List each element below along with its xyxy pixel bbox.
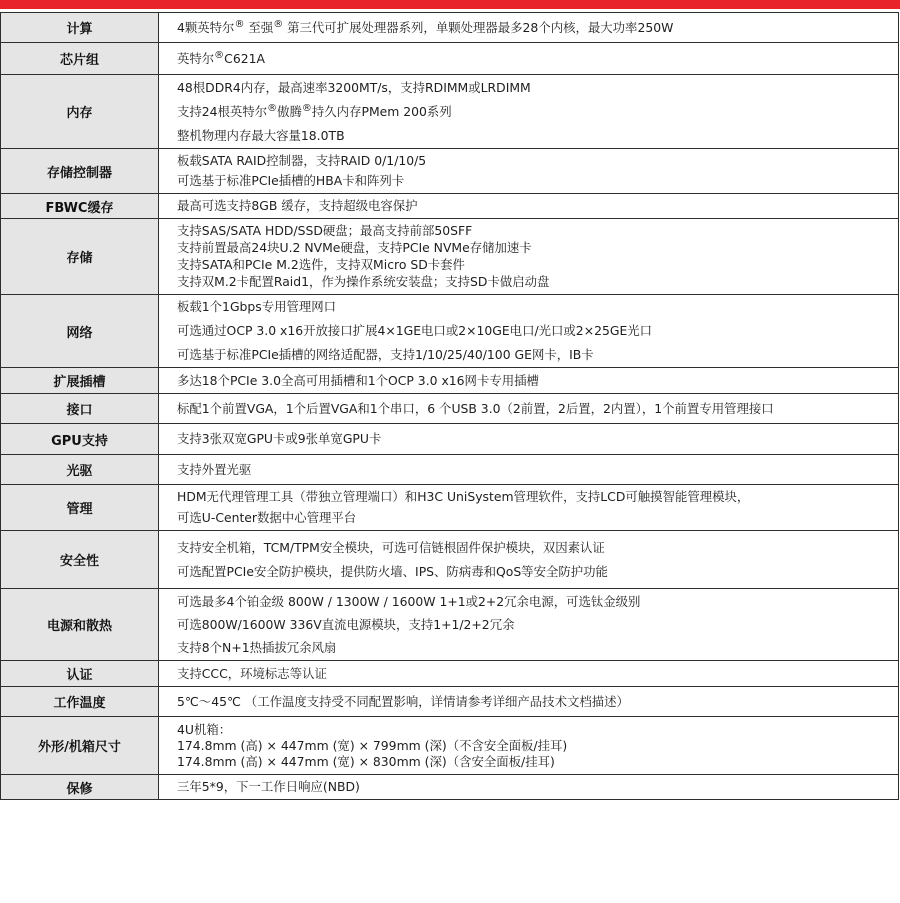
spec-value-line: 可选U-Center数据中心管理平台: [177, 510, 357, 525]
spec-label: 电源和散热: [1, 589, 159, 661]
spec-value-line: 最高可选支持8GB 缓存，支持超级电容保护: [177, 198, 418, 213]
spec-row-dimensions: [1, 717, 899, 775]
spec-label: 工作温度: [1, 687, 159, 717]
registered-mark: ®: [214, 49, 225, 61]
spec-value-line: 支持外置光驱: [177, 461, 252, 477]
spec-value-line: 可选基于标准PCIe插槽的网络适配器，支持1/10/25/40/100 GE网卡，IB卡: [177, 347, 594, 362]
spec-value-line: 标配1个前置VGA，1个后置VGA和1个串口，6 个USB 3.0（2前置，2后置，2内置），1个前置专用管理接口: [177, 400, 774, 416]
spec-value-line: 支持SAS/SATA HDD/SSD硬盘；最高支持前部50SFF: [177, 223, 473, 238]
spec-value: [159, 589, 899, 661]
registered-mark: ®: [267, 102, 278, 114]
spec-value-line: 支持前置最高24块U.2 NVMe硬盘，支持PCIe NVMe存储加速卡: [177, 240, 532, 255]
spec-table-body: [1, 13, 899, 800]
spec-label: GPU支持: [1, 424, 159, 455]
spec-value-line: 支持SATA和PCIe M.2选件，支持双Micro SD卡套件: [177, 257, 465, 272]
spec-value: [159, 295, 899, 368]
spec-value-line: 5℃～45℃ （工作温度支持受不同配置影响，详情请参考详细产品技术文档描述）: [177, 693, 629, 709]
registered-mark: ®: [234, 18, 245, 30]
spec-value-line: 可选配置PCIe安全防护模块，提供防火墙、IPS、防病毒和QoS等安全防护功能: [177, 563, 608, 579]
spec-value: [159, 194, 899, 219]
spec-row-interfaces: [1, 394, 899, 424]
spec-value-line: 英特尔®C621A: [177, 49, 265, 66]
spec-row-certification: [1, 661, 899, 687]
spec-value-line: 可选800W/1600W 336V直流电源模块，支持1+1/2+2冗余: [177, 616, 515, 632]
spec-label: 外形/机箱尺寸: [1, 717, 159, 775]
spec-label: 保修: [1, 775, 159, 800]
spec-label: 存储控制器: [1, 149, 159, 194]
spec-value-line: 174.8mm (高) × 447mm (宽) × 799mm (深)（不含安全面板/挂耳): [177, 737, 568, 753]
spec-value: [159, 149, 899, 194]
spec-value: [159, 775, 899, 800]
spec-row-storage-controller: [1, 149, 899, 194]
spec-label: 芯片组: [1, 43, 159, 75]
spec-label: 管理: [1, 485, 159, 531]
spec-value-line: 4U机箱：: [177, 721, 232, 737]
spec-value-line: 支持3张双宽GPU卡或9张单宽GPU卡: [177, 431, 382, 446]
spec-value-line: HDM无代理管理工具（带独立管理端口）和H3C UniSystem管理软件，支持LCD可触摸智能管理模块，: [177, 489, 750, 504]
spec-row-management: [1, 485, 899, 531]
spec-value-line: 可选最多4个铂金级 800W / 1300W / 1600W 1+1或2+2冗余电源，可选钛金级别: [177, 593, 641, 609]
spec-value-line: 整机物理内存最大容量18.0TB: [177, 127, 345, 143]
spec-row-operating-temperature: [1, 687, 899, 717]
spec-value-line: 多达18个PCIe 3.0全高可用插槽和1个OCP 3.0 x16网卡专用插槽: [177, 372, 539, 388]
spec-row-optical-drive: [1, 455, 899, 485]
spec-value: [159, 687, 899, 717]
spec-value: [159, 455, 899, 485]
spec-value-line: 48根DDR4内存，最高速率3200MT/s，支持RDIMM或LRDIMM: [177, 79, 531, 95]
spec-value: [159, 531, 899, 589]
spec-row-security: [1, 531, 899, 589]
spec-value: [159, 43, 899, 75]
spec-label: 计算: [1, 13, 159, 43]
spec-row-gpu-support: [1, 424, 899, 455]
spec-value: [159, 394, 899, 424]
spec-label: 接口: [1, 394, 159, 424]
spec-value-line: 支持8个N+1热插拔冗余风扇: [177, 639, 337, 655]
spec-value: [159, 717, 899, 775]
spec-row-memory: [1, 75, 899, 149]
spec-label: 认证: [1, 661, 159, 687]
spec-value: [159, 219, 899, 295]
spec-row-chipset: [1, 43, 899, 75]
spec-row-warranty: [1, 775, 899, 800]
spec-row-compute: [1, 13, 899, 43]
spec-label: 扩展插槽: [1, 368, 159, 394]
spec-value-line: 支持CCC，环境标志等认证: [177, 665, 327, 681]
spec-label: 安全性: [1, 531, 159, 589]
spec-label: 网络: [1, 295, 159, 368]
spec-value-line: 4颗英特尔® 至强® 第三代可扩展处理器系列，单颗处理器最多28个内核，最大功率250W: [177, 18, 674, 35]
spec-row-expansion-slots: [1, 368, 899, 394]
spec-value-line: 支持双M.2卡配置Raid1，作为操作系统安装盘；支持SD卡做启动盘: [177, 274, 550, 289]
spec-label: FBWC缓存: [1, 194, 159, 219]
registered-mark: ®: [273, 18, 284, 30]
spec-label: 光驱: [1, 455, 159, 485]
spec-value-line: 支持安全机箱，TCM/TPM安全模块，可选可信链根固件保护模块，双因素认证: [177, 539, 605, 555]
spec-value-line: 三年5*9，下一工作日响应(NBD): [177, 779, 360, 794]
spec-row-storage: [1, 219, 899, 295]
spec-value: [159, 75, 899, 149]
spec-value: [159, 485, 899, 531]
spec-value-line: 板载SATA RAID控制器，支持RAID 0/1/10/5: [177, 153, 427, 168]
registered-mark: ®: [301, 102, 312, 114]
spec-value: [159, 661, 899, 687]
spec-value-line: 可选基于标准PCIe插槽的HBA卡和阵列卡: [177, 173, 405, 188]
spec-row-fbwc-cache: [1, 194, 899, 219]
spec-value: [159, 13, 899, 43]
spec-value-line: 板载1个1Gbps专用管理网口: [177, 299, 337, 314]
spec-label: 存储: [1, 219, 159, 295]
spec-row-power-cooling: [1, 589, 899, 661]
spec-value: [159, 424, 899, 455]
spec-value-line: 可选通过OCP 3.0 x16开放接口扩展4×1GE电口或2×10GE电口/光口或2×25GE光口: [177, 323, 653, 338]
top-accent-bar: [0, 0, 900, 9]
spec-row-network: [1, 295, 899, 368]
spec-value-line: 174.8mm (高) × 447mm (宽) × 830mm (深)（含安全面板/挂耳): [177, 753, 555, 769]
spec-table: [0, 12, 899, 800]
spec-value: [159, 368, 899, 394]
spec-label: 内存: [1, 75, 159, 149]
spec-value-line: 支持24根英特尔®傲腾®持久内存PMem 200系列: [177, 102, 452, 119]
